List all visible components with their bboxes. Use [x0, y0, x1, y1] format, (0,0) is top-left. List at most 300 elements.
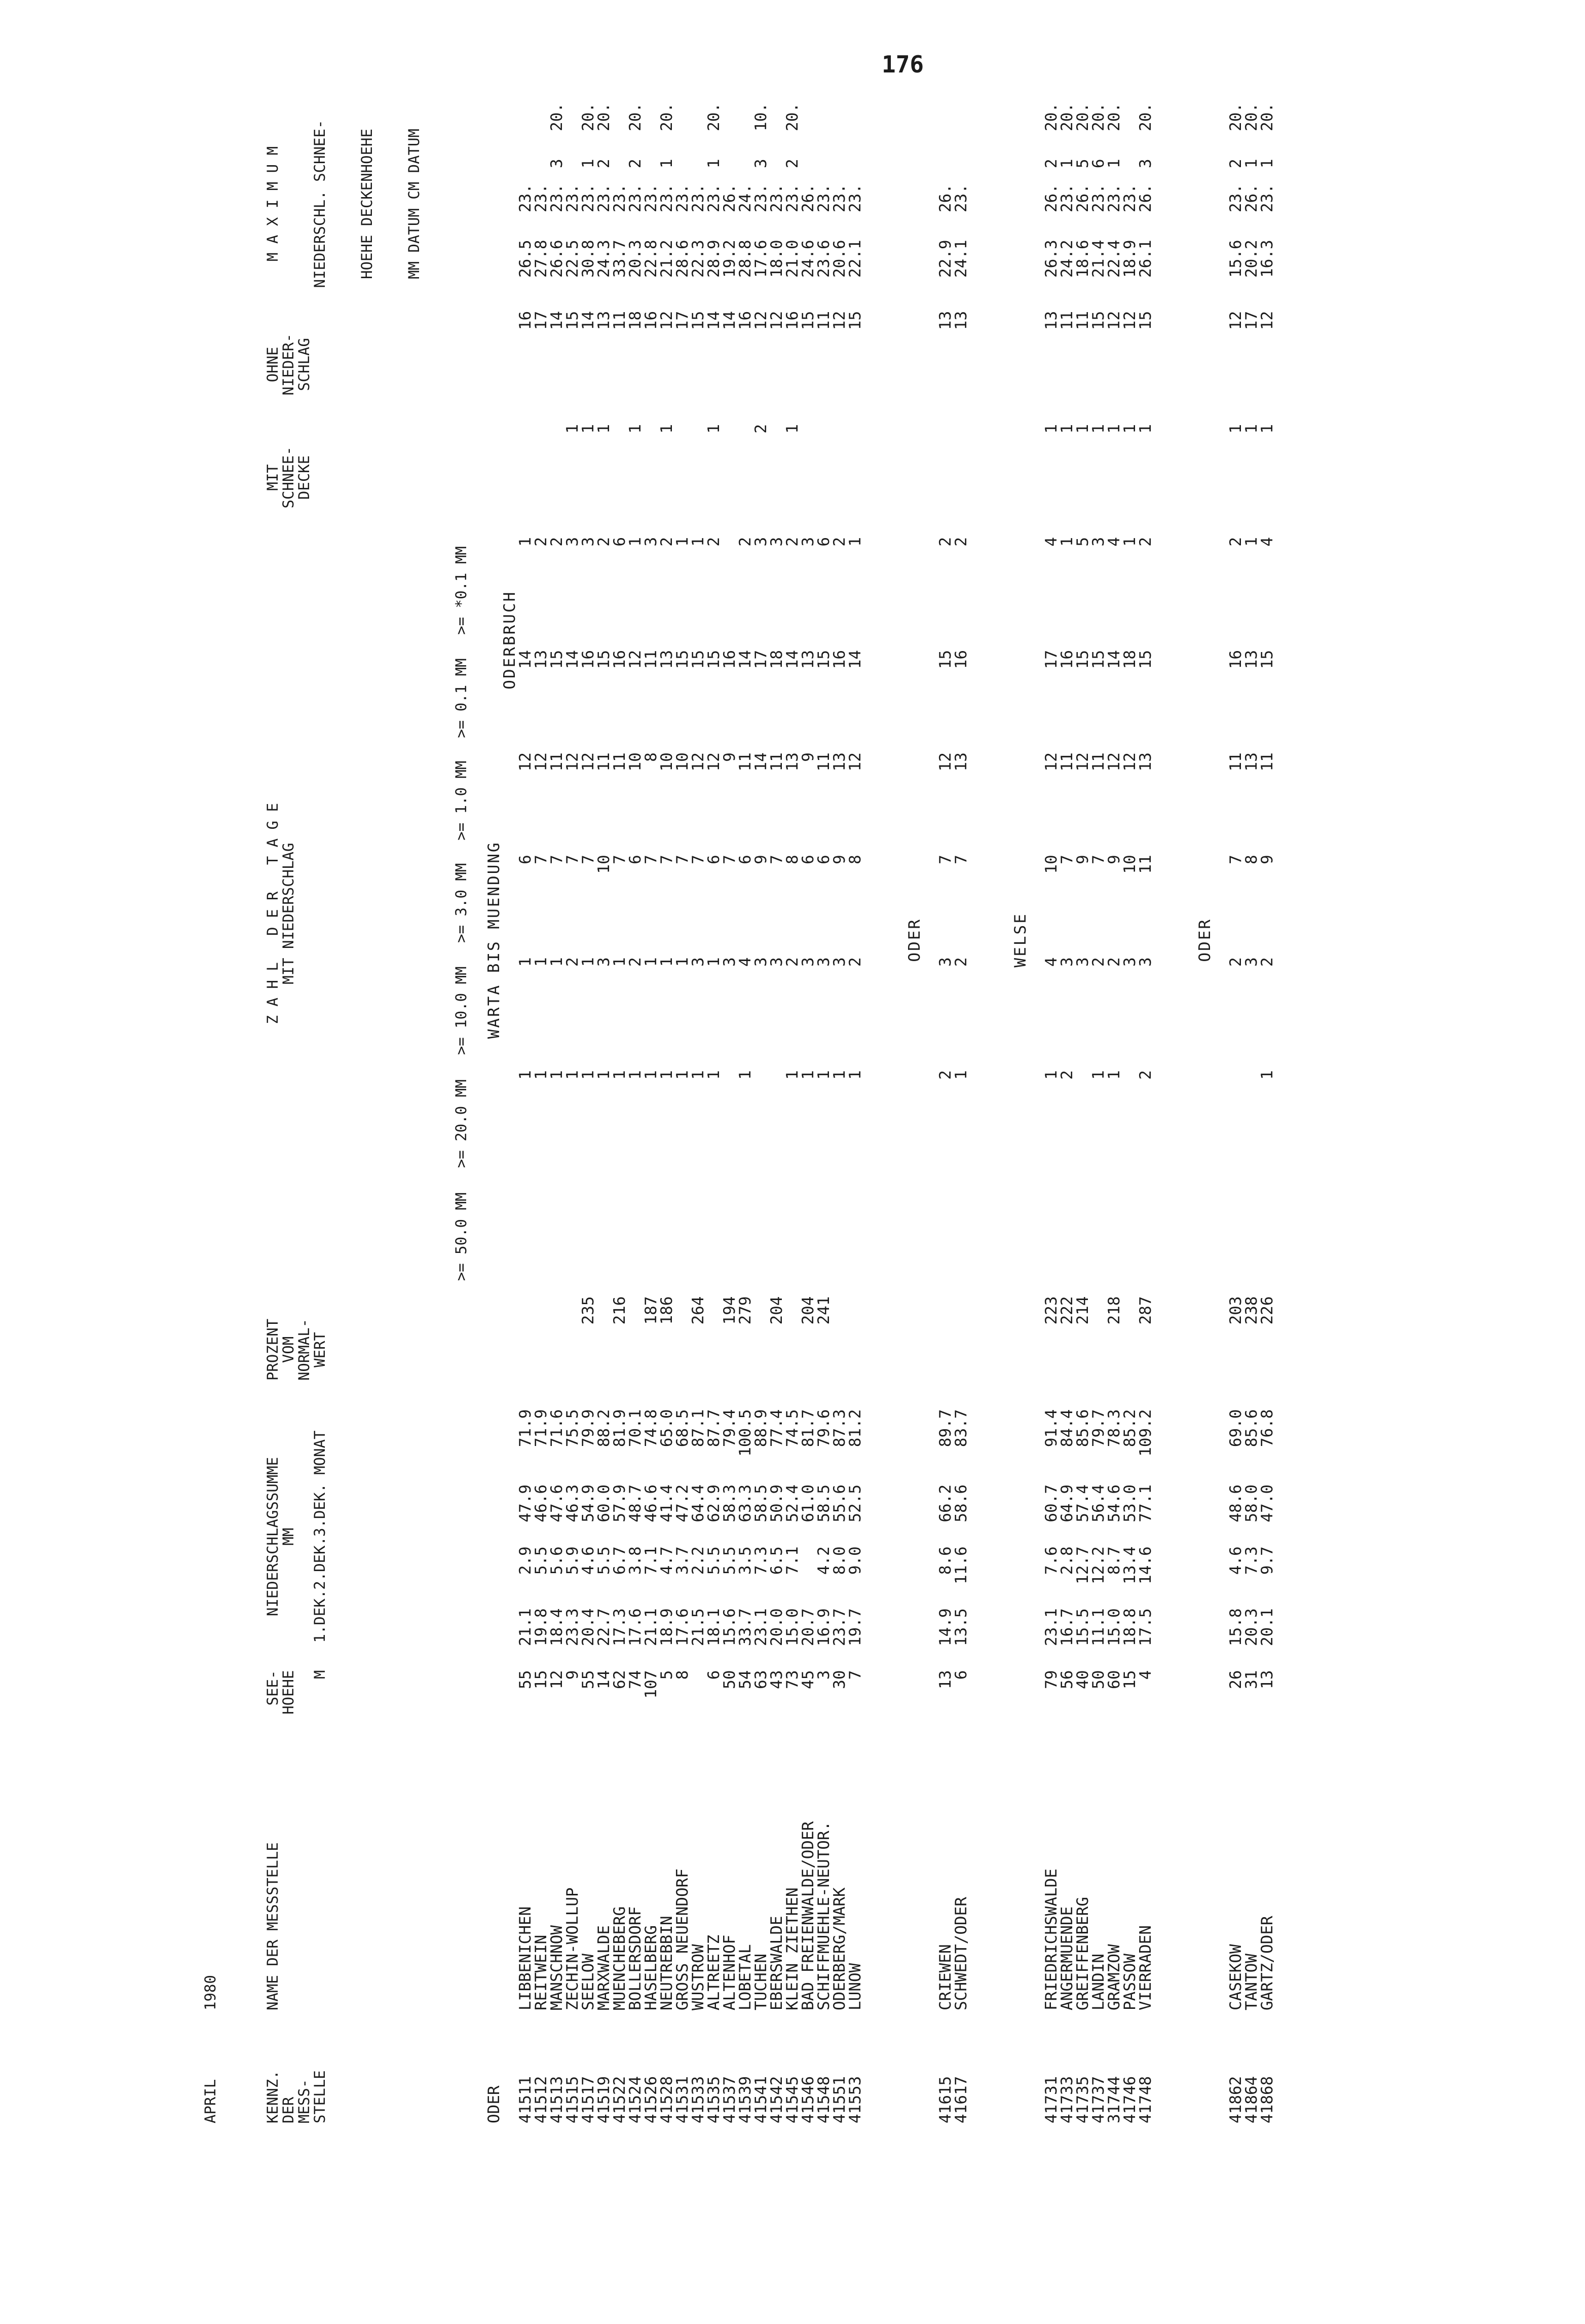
dek3-sum: 60.7	[1042, 1484, 1061, 1522]
elevation: 6	[705, 1670, 723, 1680]
days-1mm: 13	[831, 752, 849, 772]
header-ohne-niederschlag: OHNE NIEDER- SCHLAG	[264, 333, 313, 396]
max-snow-date	[612, 100, 628, 156]
days-10mm: 1	[579, 957, 597, 967]
days-no-precip: 11	[611, 311, 629, 330]
month-sum: 89.7	[936, 1409, 955, 1447]
days-1mm: 12	[846, 752, 864, 772]
days-snow-cover	[938, 421, 954, 534]
dek1-sum: 14.9	[936, 1608, 955, 1646]
days-20mm: 1	[658, 1070, 676, 1080]
table-row	[534, 100, 549, 2126]
station-name: MANSCHNOW	[548, 1925, 566, 2010]
days-3mm: 7	[642, 855, 660, 864]
percent-normal	[1122, 1293, 1138, 1406]
days-snow-cover	[549, 421, 565, 534]
days-01mm: 13	[658, 650, 676, 669]
dek3-sum: 60.0	[595, 1484, 613, 1522]
dek3-sum: 58.5	[752, 1484, 770, 1522]
days-no-precip: 13	[936, 311, 955, 330]
section-sublabel: ODERBRUCH	[501, 590, 519, 690]
days-10mm: 1	[658, 957, 676, 967]
days-no-precip: 16	[516, 311, 535, 330]
days-01mm: 15	[936, 650, 955, 669]
days-no-precip: 16	[783, 311, 802, 330]
days-10mm: 3	[1137, 957, 1155, 967]
dek2-sum: 7.1	[783, 1546, 802, 1575]
days-10mm: 3	[1242, 957, 1261, 967]
days-50mm	[691, 1180, 706, 1293]
max-snow-date	[832, 100, 848, 156]
days-no-precip: 12	[1258, 311, 1276, 330]
max-precip-date: 23.	[815, 184, 833, 213]
percent-normal	[706, 1293, 722, 1406]
max-snow-depth: 5	[1074, 159, 1092, 169]
station-name: SEELOW	[579, 1954, 597, 2010]
days-10mm: 3	[936, 957, 955, 967]
station-id: 41748	[1137, 2076, 1155, 2123]
days-50mm	[1107, 1180, 1122, 1293]
days-10mm: 3	[689, 957, 707, 967]
max-snow-date	[675, 100, 691, 156]
days-3mm: 7	[611, 855, 629, 864]
max-precip: 24.3	[595, 240, 613, 278]
max-snow-depth	[738, 156, 753, 181]
month-sum: 81.9	[611, 1409, 629, 1447]
header-kennz: KENNZ. DER MESS- STELLE	[264, 2070, 328, 2123]
days-star-01mm: 3	[563, 537, 582, 547]
days-star-01mm: 6	[611, 537, 629, 547]
elevation: 14	[595, 1670, 613, 1689]
max-snow-date	[534, 100, 549, 156]
max-precip: 22.3	[689, 240, 707, 278]
days-50mm	[706, 1180, 722, 1293]
section-label-row	[996, 100, 1029, 2126]
month-sum: 75.5	[563, 1409, 582, 1447]
table-row	[1228, 100, 1244, 2126]
dek1-sum: 21.1	[516, 1608, 535, 1646]
days-01mm: 15	[1074, 650, 1092, 669]
station-name: MUENCHEBERG	[611, 1906, 629, 2010]
dek3-sum: 66.2	[936, 1484, 955, 1522]
station-name: ODERBERG/MARK	[831, 1887, 849, 2010]
elevation: 50	[1089, 1670, 1108, 1689]
dek1-sum: 17.5	[1137, 1608, 1155, 1646]
dek3-sum: 47.0	[1258, 1484, 1276, 1522]
station-id: 41541	[752, 2076, 770, 2123]
max-precip-date: 23.	[595, 184, 613, 213]
days-1mm: 12	[563, 752, 582, 772]
dek3-sum: 50.9	[768, 1484, 786, 1522]
table-row	[659, 100, 675, 2126]
dek3-sum: 56.4	[1089, 1484, 1108, 1522]
station-id: 41746	[1121, 2076, 1139, 2123]
elevation: 73	[783, 1670, 802, 1689]
days-1mm: 13	[1242, 752, 1261, 772]
days-snow-cover: 1	[595, 424, 613, 434]
days-no-precip: 11	[1074, 311, 1092, 330]
dek2-sum: 5.5	[532, 1546, 550, 1575]
days-snow-cover	[691, 421, 706, 534]
dek2-sum: 7.1	[642, 1546, 660, 1575]
dek3-sum: 41.4	[658, 1484, 676, 1522]
table-row	[565, 100, 581, 2126]
days-01mm: 18	[768, 650, 786, 669]
max-snow-depth: 2	[626, 159, 645, 169]
days-no-precip: 14	[548, 311, 566, 330]
river-label	[890, 1780, 923, 2126]
max-precip: 18.0	[768, 240, 786, 278]
month-sum: 78.3	[1105, 1409, 1123, 1447]
days-no-precip: 17	[673, 311, 692, 330]
days-no-precip: 15	[1089, 311, 1108, 330]
table-row	[1060, 100, 1075, 2126]
max-precip-date: 23.	[626, 184, 645, 213]
dek2-sum: 2.8	[1058, 1546, 1076, 1575]
days-no-precip: 17	[1242, 311, 1261, 330]
days-star-01mm: 1	[689, 537, 707, 547]
max-snow-depth	[691, 156, 706, 181]
days-10mm: 3	[1058, 957, 1076, 967]
page-number: 176	[882, 51, 924, 78]
table-row	[848, 100, 863, 2126]
dek1-sum: 15.0	[1105, 1608, 1123, 1646]
days-no-precip: 18	[626, 311, 645, 330]
elevation: 13	[1258, 1670, 1276, 1689]
max-snow-date: 20.	[579, 103, 597, 131]
dek1-sum: 20.0	[768, 1608, 786, 1646]
dek2-sum: 3.5	[736, 1546, 754, 1575]
table-row	[785, 100, 801, 2126]
days-20mm: 2	[1058, 1070, 1076, 1080]
days-1mm: 13	[783, 752, 802, 772]
table-row	[1091, 100, 1107, 2126]
days-50mm	[848, 1180, 863, 1293]
table-row	[596, 100, 612, 2126]
table-row	[816, 100, 832, 2126]
station-name: LIBBENICHEN	[516, 1906, 535, 2010]
max-snow-date: 20.	[1105, 103, 1123, 131]
table-row	[1244, 100, 1260, 2126]
days-20mm	[753, 1067, 769, 1180]
elevation: 5	[658, 1670, 676, 1680]
percent-normal	[954, 1293, 969, 1406]
station-id: 41524	[626, 2076, 645, 2123]
days-50mm	[801, 1180, 816, 1293]
max-precip: 22.9	[936, 240, 955, 278]
table-row	[581, 100, 596, 2126]
table-row	[706, 100, 722, 2126]
max-snow-date	[691, 100, 706, 156]
section-sublabel-row	[502, 100, 518, 2126]
days-01mm: 15	[595, 650, 613, 669]
days-star-01mm: 1	[1058, 537, 1076, 547]
station-name: GREIFFENBERG	[1074, 1897, 1092, 2010]
max-precip-date: 26.	[799, 184, 817, 213]
days-no-precip: 12	[752, 311, 770, 330]
days-3mm: 7	[952, 855, 970, 864]
elevation: 62	[611, 1670, 629, 1689]
days-star-01mm: 5	[1074, 537, 1092, 547]
days-snow-cover	[801, 421, 816, 534]
station-id: 41551	[831, 2076, 849, 2123]
days-01mm: 16	[1227, 650, 1245, 669]
station-name: BAD FREIENWALDE/ODER	[799, 1821, 817, 2010]
days-01mm: 16	[952, 650, 970, 669]
days-snow-cover	[954, 421, 969, 534]
max-precip-date: 23.	[831, 184, 849, 213]
max-precip-date: 23.	[689, 184, 707, 213]
max-precip-date: 23.	[1058, 184, 1076, 213]
days-3mm: 6	[626, 855, 645, 864]
station-name: SCHIFFMUEHLE-NEUTOR.	[815, 1821, 833, 2010]
max-snow-date: 20.	[1258, 103, 1276, 131]
max-precip: 26.6	[548, 240, 566, 278]
percent-normal: 216	[611, 1296, 629, 1325]
dek3-sum: 58.0	[1242, 1484, 1261, 1522]
threshold-10: >= 10.0 MM	[452, 966, 470, 1055]
days-20mm	[722, 1067, 738, 1180]
table-row	[675, 100, 691, 2126]
max-precip: 20.2	[1242, 240, 1261, 278]
river-label: ODER	[485, 2085, 503, 2123]
station-name: FRIEDRICHSWALDE	[1042, 1869, 1061, 2010]
days-10mm: 3	[595, 957, 613, 967]
days-snow-cover: 1	[1042, 424, 1061, 434]
month-sum: 81.2	[846, 1409, 864, 1447]
table-row	[1122, 100, 1138, 2126]
max-snow-date: 20.	[1242, 103, 1261, 131]
station-name: TANTOW	[1242, 1954, 1261, 2010]
elevation: 31	[1242, 1670, 1261, 1689]
max-precip: 28.6	[673, 240, 692, 278]
station-name: EBERSWALDE	[768, 1916, 786, 2010]
dek1-sum: 18.1	[705, 1608, 723, 1646]
days-1mm: 14	[752, 752, 770, 772]
header-name: NAME DER MESSSTELLE	[264, 1842, 281, 2010]
max-precip-date: 23.	[579, 184, 597, 213]
station-id: 41545	[783, 2076, 802, 2123]
dek3-sum: 55.6	[831, 1484, 849, 1522]
days-10mm: 4	[1042, 957, 1061, 967]
header-maximum: M A X I M U M NIEDERSCHL. SCHNEE- HOEHE DECKENHOEHE MM DATUM CM DATUM	[264, 120, 423, 288]
month-sum: 84.4	[1058, 1409, 1076, 1447]
days-1mm: 8	[642, 752, 660, 762]
station-id: 41864	[1242, 2076, 1261, 2123]
max-snow-depth	[612, 156, 628, 181]
station-name: VIERRADEN	[1137, 1925, 1155, 2010]
station-id: 31744	[1105, 2076, 1123, 2123]
station-id: 41531	[673, 2076, 692, 2123]
dek1-sum: 15.5	[1074, 1608, 1092, 1646]
threshold-star: >= *0.1 MM	[452, 546, 470, 635]
percent-normal: 238	[1242, 1296, 1261, 1325]
table-row	[1044, 100, 1060, 2126]
station-id: 41731	[1042, 2076, 1061, 2123]
max-snow-date: 20.	[1089, 103, 1108, 131]
days-snow-cover: 1	[1258, 424, 1276, 434]
max-snow-date: 10.	[752, 103, 770, 131]
elevation	[691, 1667, 706, 1780]
station-name: MARXWALDE	[595, 1925, 613, 2010]
station-id: 41526	[642, 2076, 660, 2123]
days-20mm: 1	[516, 1070, 535, 1080]
elevation: 50	[721, 1670, 739, 1689]
max-snow-date: 20.	[783, 103, 802, 131]
days-star-01mm: 2	[783, 537, 802, 547]
dek3-sum: 46.6	[532, 1484, 550, 1522]
days-1mm: 12	[1105, 752, 1123, 772]
days-1mm: 11	[611, 752, 629, 772]
dek3-sum: 62.9	[705, 1484, 723, 1522]
days-01mm: 17	[1042, 650, 1061, 669]
days-20mm: 1	[1105, 1070, 1123, 1080]
station-name: CASEKOW	[1227, 1944, 1245, 2010]
station-name: BOLLERSDORF	[626, 1906, 645, 2010]
dek1-sum: 23.7	[831, 1608, 849, 1646]
max-precip-date: 26.	[1074, 184, 1092, 213]
max-snow-depth	[938, 156, 954, 181]
station-name: ALTREETZ	[705, 1934, 723, 2010]
table-header	[203, 100, 469, 2126]
days-20mm	[1228, 1067, 1244, 1180]
station-name: CRIEWEN	[936, 1944, 955, 2010]
max-snow-date	[722, 100, 738, 156]
max-precip-date: 23.	[548, 184, 566, 213]
days-3mm: 6	[736, 855, 754, 864]
dek1-sum: 18.8	[1121, 1608, 1139, 1646]
month-sum: 76.8	[1258, 1409, 1276, 1447]
days-no-precip: 15	[846, 311, 864, 330]
days-3mm: 10	[1121, 855, 1139, 874]
percent-normal	[1091, 1293, 1107, 1406]
dek1-sum: 17.3	[611, 1608, 629, 1646]
dek2-sum	[801, 1543, 816, 1605]
elevation: 55	[516, 1670, 535, 1689]
dek3-sum: 61.0	[799, 1484, 817, 1522]
max-snow-date: 20.	[1137, 103, 1155, 131]
table-row	[954, 100, 969, 2126]
days-star-01mm: 3	[579, 537, 597, 547]
days-20mm: 1	[1089, 1070, 1108, 1080]
dek3-sum: 58.6	[952, 1484, 970, 1522]
max-precip-date: 23.	[768, 184, 786, 213]
river-label	[996, 1780, 1029, 2126]
days-20mm: 1	[952, 1070, 970, 1080]
max-snow-depth	[801, 156, 816, 181]
days-20mm: 1	[642, 1070, 660, 1080]
days-star-01mm: 2	[831, 537, 849, 547]
dek3-sum: 46.3	[563, 1484, 582, 1522]
station-id: 41539	[736, 2076, 754, 2123]
days-1mm: 11	[1227, 752, 1245, 772]
max-precip-date: 23.	[1105, 184, 1123, 213]
days-star-01mm: 4	[1042, 537, 1061, 547]
days-1mm: 12	[532, 752, 550, 772]
table-row	[644, 100, 659, 2126]
max-snow-date	[738, 100, 753, 156]
days-50mm	[769, 1180, 785, 1293]
max-precip: 24.1	[952, 240, 970, 278]
table-row	[938, 100, 954, 2126]
header-seehoehe: SEE- HOEHE M	[264, 1670, 328, 1715]
days-01mm: 13	[1242, 650, 1261, 669]
max-snow-depth: 3	[548, 159, 566, 169]
station-id: 41535	[705, 2076, 723, 2123]
max-snow-depth	[644, 156, 659, 181]
days-20mm: 1	[611, 1070, 629, 1080]
days-50mm	[549, 1180, 565, 1293]
days-snow-cover: 1	[1058, 424, 1076, 434]
station-name: LOBETAL	[736, 1944, 754, 2010]
days-50mm	[1260, 1180, 1275, 1293]
days-10mm: 3	[721, 957, 739, 967]
table-row	[1107, 100, 1122, 2126]
days-star-01mm: 3	[1089, 537, 1108, 547]
days-no-precip: 15	[1137, 311, 1155, 330]
days-1mm: 11	[548, 752, 566, 772]
max-snow-depth	[832, 156, 848, 181]
river-label	[1180, 1780, 1213, 2126]
max-snow-depth	[769, 156, 785, 181]
table-row	[691, 100, 706, 2126]
max-snow-date	[816, 100, 832, 156]
days-3mm: 7	[1227, 855, 1245, 864]
days-3mm: 9	[831, 855, 849, 864]
month-sum: 87.1	[689, 1409, 707, 1447]
station-id: 41735	[1074, 2076, 1092, 2123]
days-no-precip: 13	[1042, 311, 1061, 330]
max-precip-date: 26.	[1137, 184, 1155, 213]
days-star-01mm: 2	[658, 537, 676, 547]
days-no-precip: 13	[952, 311, 970, 330]
max-snow-date	[848, 100, 863, 156]
dek3-sum: 58.3	[721, 1484, 739, 1522]
days-snow-cover	[675, 421, 691, 534]
days-1mm: 12	[1121, 752, 1139, 772]
station-id: 41868	[1258, 2076, 1276, 2123]
station-name: LANDIN	[1089, 1954, 1108, 2010]
max-precip: 20.6	[831, 240, 849, 278]
days-01mm: 15	[1089, 650, 1108, 669]
days-20mm: 1	[799, 1070, 817, 1080]
dek2-sum: 3.8	[626, 1546, 645, 1575]
days-no-precip: 11	[815, 311, 833, 330]
percent-normal: 204	[799, 1296, 817, 1325]
days-1mm: 12	[579, 752, 597, 772]
month-sum: 87.7	[705, 1409, 723, 1447]
days-50mm	[938, 1180, 954, 1293]
max-snow-depth: 1	[705, 159, 723, 169]
max-snow-date	[518, 100, 534, 156]
max-precip-date: 23.	[752, 184, 770, 213]
elevation: 54	[736, 1670, 754, 1689]
days-50mm	[1044, 1180, 1060, 1293]
days-no-precip: 12	[658, 311, 676, 330]
max-precip: 18.9	[1121, 240, 1139, 278]
days-01mm: 13	[532, 650, 550, 669]
elevation: 56	[1058, 1670, 1076, 1689]
days-50mm	[1228, 1180, 1244, 1293]
days-10mm: 2	[846, 957, 864, 967]
month-sum: 83.7	[952, 1409, 970, 1447]
days-50mm	[1091, 1180, 1107, 1293]
days-no-precip: 16	[736, 311, 754, 330]
elevation: 9	[563, 1670, 582, 1680]
dek2-sum: 7.6	[1042, 1546, 1061, 1575]
elevation: 107	[642, 1670, 660, 1699]
header-mit-schneedecke: MIT SCHNEE- DECKE	[264, 446, 313, 509]
